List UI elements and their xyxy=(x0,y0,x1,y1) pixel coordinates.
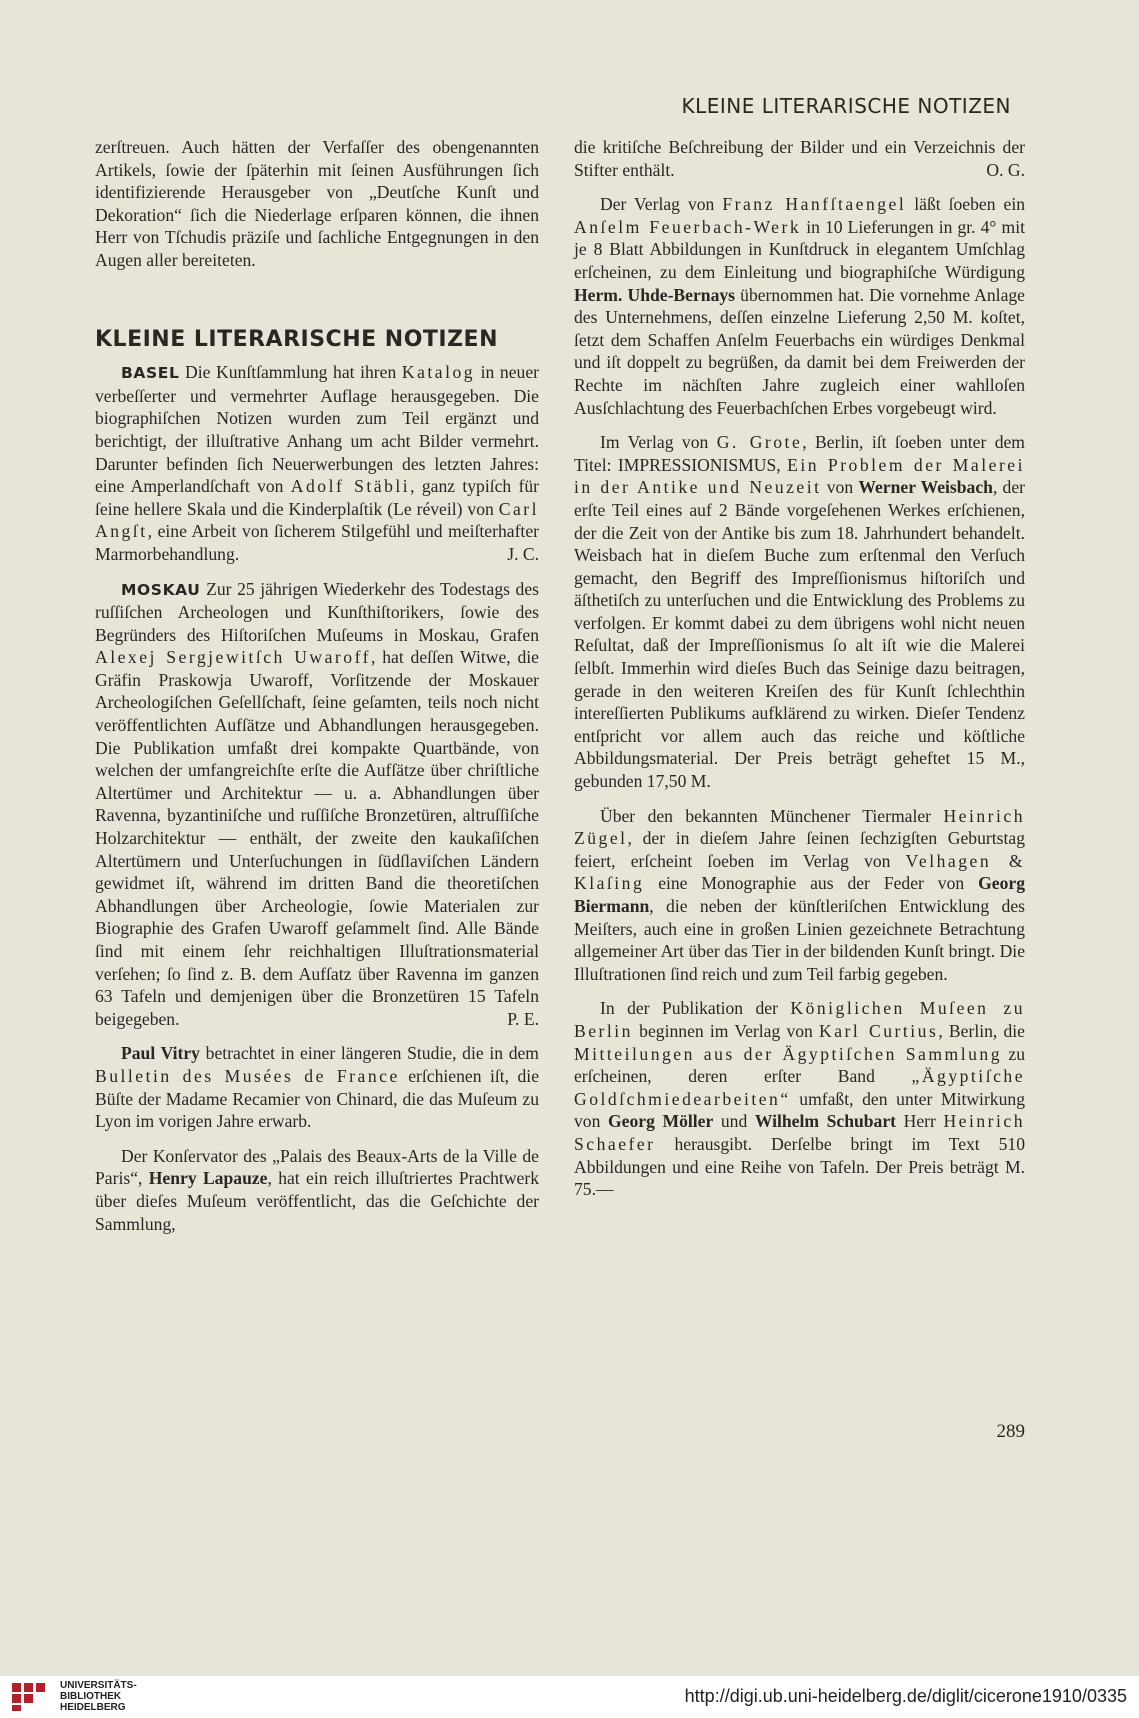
moskau-paragraph: MOSKAU Zur 25 jährigen Wiederkehr des Todestags des ruſſiſchen Archeologen und Kunſthiſtorikers, ſowie des Begründers des Hiſtoriſchen Muſeums in Moskau, Grafen Alexej Sergjewitſch Uwaroff, hat deſſen Witwe, die Gräfin Praskowja Uwaroff, Vorſitzende der Moskauer Archeologiſchen Geſellſchaft, ſeine geſamten, teils noch nicht veröffentlichten Aufſätze und Abhandlungen herausgegeben. Die Publikation umfaßt drei kompakte Quartbände, von welchen der umfangreichſte erſte die Aufſätze über chriſtliche Altertümer und Architektur — u. a. Abhandlungen über Ravenna, byzantiniſche und ruſſiſche Bronzetüren, altruſſiſche Holzarchitektur — enthält, der zweite den kaukaſiſchen Altertümern und Unterſuchungen in ſüdſlaviſchen Ländern gewidmet iſt, während im dritten Band die theoretiſchen Abhandlungen über Archeologie, ſowie Materialen zur Biographie des Grafen Uwaroff geſammelt ſind. Alle Bände ſind mit einem ſehr reichhaltigen Illuſtrationsmaterial verſehen; ſo ſind z. B. dem Aufſatz über Ravenna im ganzen 63 Tafeln und demjenigen über die Bronzetüren 15 Tafeln beigegeben. P. E. xyxy=(95,578,540,1029)
moskau-lead: MOSKAU xyxy=(121,580,201,599)
footer-bar xyxy=(0,1676,1139,1718)
continuation-paragraph: die kritiſche Beſchreibung der Bilder und ein Verzeichnis der Stifter enthält. O. G. xyxy=(574,137,1025,180)
running-head: KLEINE LITERARISCHE NOTIZEN xyxy=(681,94,1011,118)
continuation-signature: O. G. xyxy=(986,159,1025,180)
university-logo-icon xyxy=(10,1681,50,1713)
section-heading: KLEINE LITERARISCHE NOTIZEN xyxy=(95,326,499,352)
moskau-signature: P. E. xyxy=(507,1008,539,1029)
right-column xyxy=(574,136,1025,1213)
basel-lead: BASEL xyxy=(121,364,180,383)
vitry-paragraph: Paul Vitry betrachtet in einer längeren Studie, die in dem Bulletin des Musées de France erſchienen iſt, die Büſte der Madame Recamier von Chinard, die das Muſeum zu Lyon im vorigen Jahre erwarb. xyxy=(95,1043,540,1132)
page-number: 289 xyxy=(996,1421,1025,1442)
intro-paragraph: zerſtreuen. Auch hätten der Verfaſſer des obengenannten Artikels, ſowie der ſpäterhin mit ſeinen Ausführungen ſich identifizierende Herausgeber von „Deutſche Kunſt und Dekoration“ ſich die Niederlage erſparen können, die ihnen Herr von Tſchudis präziſe und ſachliche Entgegnungen in den Augen aller bereiteten. xyxy=(95,137,539,270)
basel-paragraph: BASEL Die Kunſtſammlung hat ihren Katalog in neuer verbeſſerter und vermehrter Auflage herausgegeben. Die biographiſchen Notizen wurden zum Teil ergänzt und berichtigt, der illuſtrative Anhang um acht Bilder vermehrt. Darunter befinden ſich Neuerwerbungen des letzten Jahres: eine Amperlandſchaft von Adolf Stäbli, ganz typiſch für ſeine hellere Skala und die Kinderplaſtik (Le réveil) von Carl Angſt, eine Arbeit von ſicherem Stilgefühl und meiſterhafter Marmorbehandlung. J. C. xyxy=(95,362,539,564)
museen-paragraph: In der Publikation der Königlichen Muſeen zu Berlin beginnen im Verlag von Karl Curtius, Berlin, die Mitteilungen aus der Ägyptiſchen Sammlung zu erſcheinen, deren erſter Band „Ägyptiſche Goldſchmiedearbeiten“ umfaßt, den unter Mitwirkung von Georg Möller und Wilhelm Schubart Herr Heinrich Schaefer herausgibt. Derſelbe bringt im Text 510 Abbildungen und eine Reihe von Tafeln. Der Preis beträgt M. 75.— xyxy=(574,998,1025,1200)
source-url-link[interactable]: http://digi.ub.uni-heidelberg.de/diglit/cicerone1910/0335 xyxy=(684,1686,1127,1706)
impressionismus-paragraph: Im Verlag von G. Grote, Berlin, iſt ſoeben unter dem Titel: IMPRESSIONISMUS, Ein Problem der Malerei in der Antike und Neuzeit von Werner Weisbach, der erſte Teil eines auf 2 Bände vorgeſehenen Werkes erſchienen, der die Zeit von der Antike bis zum 18. Jahrhundert behandelt. Weisbach hat in dieſem Buche zum erſtenmal den Verſuch gemacht, den Begriff des Impreſſionismus hiſtoriſch und äſthetiſch zu unterſuchen und die Entwicklung des Problems zu verfolgen. Er kommt dabei zu dem übrigens wohl nicht neuen Reſultat, daß der Impreſſionismus ſo alt iſt wie die Malerei ſelbſt. Immerhin wird dieſes Buch das Seinige dazu beitragen, gerade in den weiteren Kreiſen des für Kunſt ſchlechthin intereſſierten Publikums aufklärend zu wirken. Dieſer Tendenz entſpricht vor allem auch das reiche und köſtliche Abbildungsmaterial. Der Preis beträgt geheftet 15 M., gebunden 17,50 M. xyxy=(574,432,1026,792)
institution-name: UNIVERSITÄTS- BIBLIOTHEK HEIDELBERG xyxy=(60,1680,137,1713)
left-column xyxy=(95,136,539,1247)
basel-signature: J. C. xyxy=(507,543,539,564)
palais-paragraph: Der Konſervator des „Palais des Beaux-Arts de la Ville de Paris“, Henry Lapauze, hat ein reich illuſtriertes Prachtwerk über dieſes Muſeum veröffentlicht, das die Geſchichte der Sammlung, xyxy=(95,1145,539,1234)
zuegel-paragraph: Über den bekannten Münchener Tiermaler Heinrich Zügel, der in dieſem Jahre ſeinen ſechzigſten Geburtstag feiert, erſcheint ſoeben im Verlag von Velhagen & Klaſing eine Monographie aus der Feder von Georg Biermann, die neben der künſtleriſchen Entwicklung des Meiſters, auch eine in großen Linien gezeichnete Betrachtung allgemeiner Art über das Tier in der bildenden Kunſt bringt. Die Illuſtrationen ſind reich und zum Teil farbig gegeben. xyxy=(574,805,1026,984)
feuerbach-paragraph: Der Verlag von Franz Hanfſtaengel läßt ſoeben ein Anſelm Feuerbach-Werk in 10 Lieferungen in gr. 4° mit je 8 Blatt Abbildungen in Kunſtdruck in elegantem Umſchlag erſcheinen, zu dem Einleitung und biographiſche Würdigung Herm. Uhde-Bernays übernommen hat. Die vornehme Anlage des Unternehmens, deſſen einzelne Lieferung 2,50 M. koſtet, ſetzt dem Schaffen Anſelm Feuerbachs ein würdiges Denkmal und iſt doppelt zu begrüßen, da damit bei dem Freiwerden der Rechte im nächſten Jahre zugleich einer wahlloſen Ausſchlachtung des Feuerbachſchen Erbes vorgebeugt wird. xyxy=(574,194,1025,418)
